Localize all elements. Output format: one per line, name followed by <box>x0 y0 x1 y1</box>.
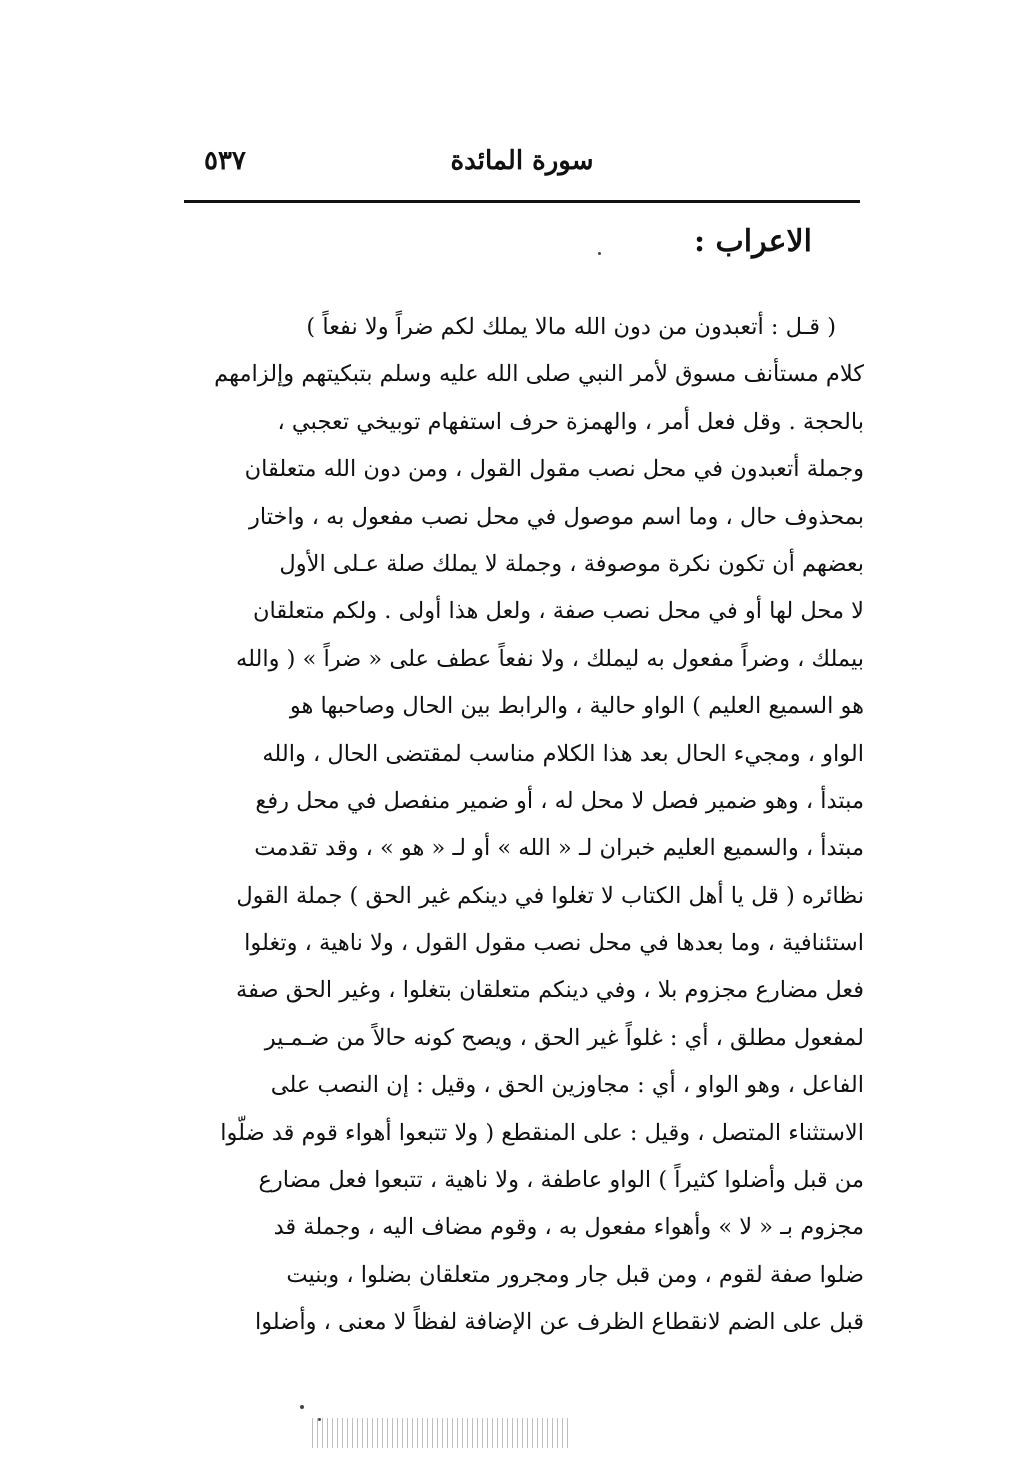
text-line: استئنافية ، وما بعدها في محل نصب مقول القول ، ولا ناهية ، وتغلوا <box>244 930 864 957</box>
text-line: بعضهم أن تكون نكرة موصوفة ، وجملة لا يملك صلة عـلى الأول <box>279 550 864 577</box>
body-text <box>180 304 864 1347</box>
text-line: قبل على الضم لانقطاع الظرف عن الإضافة لفظاً لا معنى ، وأضلوا <box>254 1309 864 1336</box>
text-line: بمحذوف حال ، وما اسم موصول في محل نصب مفعول به ، واختار <box>249 503 864 530</box>
text-line: فعل مضارع مجزوم بلا ، وفي دينكم متعلقان بتغلوا ، وغير الحق صفة <box>236 977 864 1004</box>
text-line: مجزوم بـ « لا » وأهواء مفعول به ، وقوم مضاف اليه ، وجملة قد <box>273 1214 864 1241</box>
text-line: ضلوا صفة لقوم ، ومن قبل جار ومجرور متعلقان بضلوا ، وبنيت <box>286 1261 864 1288</box>
text-line: بيملك ، وضراً مفعول به ليملك ، ولا نفعاً عطف على « ضراً » ( والله <box>236 645 864 672</box>
text-line: لمفعول مطلق ، أي : غلواً غير الحق ، ويصح كونه حالاً من ضـمـير <box>264 1024 864 1051</box>
text-line: من قبل وأضلوا كثيراً ) الواو عاطفة ، ولا ناهية ، تتبعوا فعل مضارع <box>258 1167 864 1194</box>
text-line: نظائره ( قل يا أهل الكتاب لا تغلوا في دينكم غير الحق ) جملة القول <box>236 882 864 909</box>
text-line: هو السميع العليم ) الواو حالية ، والرابط بين الحال وصاحبها هو <box>289 693 864 720</box>
text-line: مبتدأ ، وهو ضمير فصل لا محل له ، أو ضمير منفصل في محل رفع <box>255 787 864 814</box>
text-line: الواو ، ومجيء الحال بعد هذا الكلام مناسب لمقتضى الحال ، والله <box>262 740 864 767</box>
scan-edge-artifact <box>312 1418 572 1448</box>
scan-speck <box>300 1405 304 1409</box>
running-header <box>180 140 864 196</box>
text-line: الفاعل ، وهو الواو ، أي : مجاوزين الحق ، وقيل : إن النصب على <box>270 1072 864 1099</box>
text-line: ( قـل : أتعبدون من دون الله مالا يملك لكم ضراً ولا نفعاً ) <box>306 314 836 340</box>
text-line: مبتدأ ، والسميع العليم خبران لـ « الله » أو لـ « هو » ، وقد تقدمت <box>254 835 864 862</box>
page-number: ٥٣٧ <box>204 146 246 176</box>
section-heading: الاعراب : <box>694 224 812 259</box>
text-line: بالحجة . وقل فعل أمر ، والهمزة حرف استفهام توبيخي تعجبي ، <box>277 408 864 435</box>
text-line: وجملة أتعبدون في محل نصب مقول القول ، ومن دون الله متعلقان <box>244 456 864 483</box>
surah-title: سورة المائدة <box>450 146 594 176</box>
scan-speck <box>598 252 601 255</box>
text-line: لا محل لها أو في محل نصب صفة ، ولعل هذا أولى . ولكم متعلقان <box>252 598 864 625</box>
text-line: الاستثناء المتصل ، وقيل : على المنقطع ( ولا تتبعوا أهواء قوم قد ضلّوا <box>220 1119 864 1146</box>
header-divider <box>184 200 860 203</box>
text-line: كلام مستأنف مسوق لأمر النبي صلى الله عليه وسلم بتبكيتهم وإلزامهم <box>214 361 864 388</box>
